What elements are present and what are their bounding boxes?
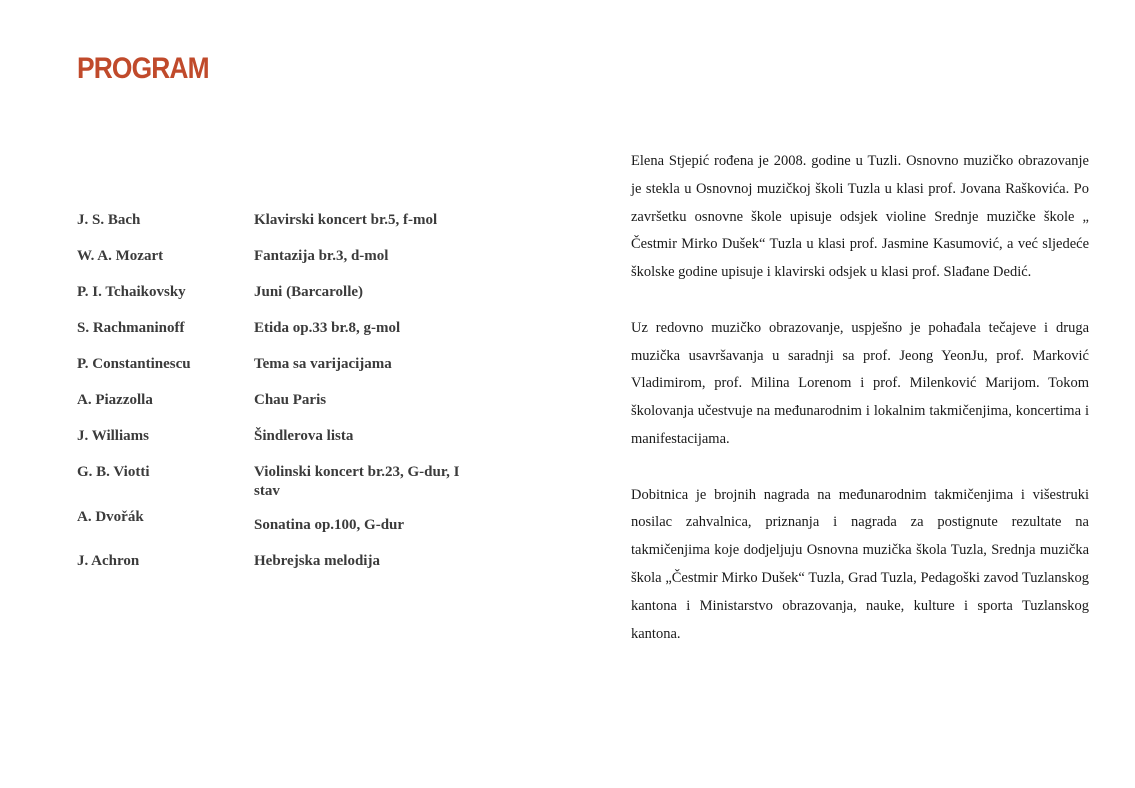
composer-name: A. Dvořák (77, 509, 144, 525)
program-row (77, 508, 497, 552)
program-row (77, 319, 497, 355)
bio-paragraph: Uz redovno muzičko obrazovanje, uspješno je pohađala tečajeve i druga muzička usavršavanja u saradnji sa prof. Jeong YeonJu, prof. Marković Vladimirom, prof. Milina Lorenom i prof. Milenković Marijom. Tokom školovanja učestvuje na međunarodnim i lokalnim takmičenjima, koncertima i manifestacijama. (631, 319, 1089, 447)
bio-paragraph: Dobitnica je brojnih nagrada na međunarodnim takmičenjima i višestruki nosilac zahvalnica, priznanja i nagrada za postignute rezultate na takmičenjima koje dodjeljuju Osnovna muzička škola Tuzla, Srednja muzička škola „Čestmir Mirko Dušek“ Tuzla, Grad Tuzla, Pedagoški zavod Tuzlanskog kantona i Ministarstvo obrazovanja, nauke, kulture i sporta Tuzlanskog kantona. (631, 486, 1089, 642)
composer-name: J. S. Bach (77, 212, 141, 228)
program-row (77, 211, 497, 247)
program-row (77, 355, 497, 391)
composer-name: S. Rachmaninoff (77, 320, 185, 336)
piece-title: Hebrejska melodija (254, 553, 380, 569)
composer-name: G. B. Viotti (77, 464, 150, 480)
composer-name: J. Williams (77, 428, 149, 444)
page-title: PROGRAM (77, 52, 209, 85)
biography (631, 148, 1089, 676)
piece-title: Sonatina op.100, G-dur (254, 517, 405, 533)
piece-title: Fantazija br.3, d-mol (254, 248, 389, 264)
program-row (77, 283, 497, 319)
bio-paragraph: Elena Stjepić rođena je 2008. godine u Tuzli. Osnovno muzičko obrazovanje je stekla u Osnovnoj muzičkoj školi Tuzla u klasi prof. Jovana Raškovića. Po završetku osnovne škole upisuje odsjek violine Srednje muzičke škole „ Čestmir Mirko Dušek“ Tuzla u klasi prof. Jasmine Kasumović, a već sljedeće školske godine upisuje i klavirski odsjek u klasi prof. Slađane Dedić. (631, 153, 1089, 281)
composer-name: A. Piazzolla (77, 392, 153, 408)
program-list (77, 211, 497, 588)
composer-name: P. I. Tchaikovsky (77, 284, 186, 300)
program-row (77, 552, 497, 588)
composer-name: P. Constantinescu (77, 356, 191, 372)
program-row (77, 391, 497, 427)
piece-title: Juni (Barcarolle) (254, 284, 364, 300)
piece-title: Etida op.33 br.8, g-mol (254, 320, 401, 336)
piece-title: Violinski koncert br.23, G-dur, I stav (254, 464, 460, 499)
program-row (77, 247, 497, 283)
piece-title: Klavirski koncert br.5, f-mol (254, 212, 438, 228)
piece-title: Šindlerova lista (254, 428, 354, 444)
program-row (77, 463, 497, 508)
composer-name: J. Achron (77, 553, 140, 569)
composer-name: W. A. Mozart (77, 248, 164, 264)
program-row (77, 427, 497, 463)
piece-title: Tema sa varijacijama (254, 356, 392, 372)
piece-title: Chau Paris (254, 392, 327, 408)
